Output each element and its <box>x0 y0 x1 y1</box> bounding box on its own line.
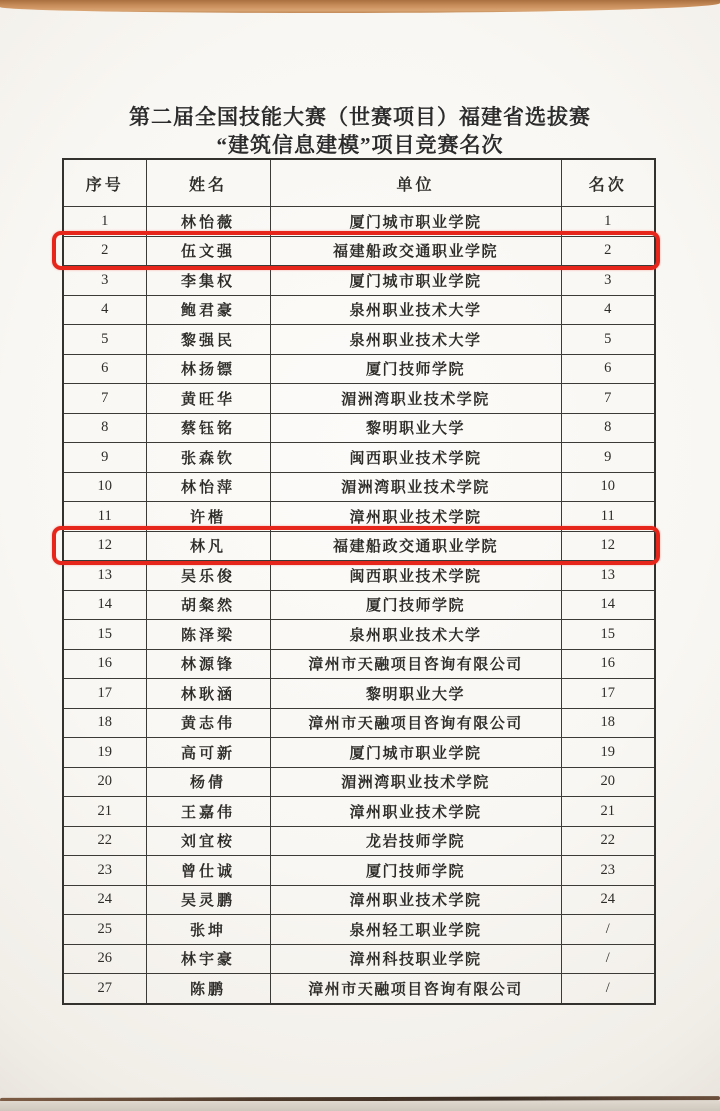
cell-no: 18 <box>63 708 146 738</box>
table-row <box>63 915 655 945</box>
cell-rank: 24 <box>561 885 655 915</box>
cell-name: 胡粲然 <box>146 590 270 620</box>
cell-org: 漳州职业技术学院 <box>270 502 561 532</box>
cell-no: 13 <box>63 561 146 591</box>
cell-name: 杨倩 <box>146 767 270 797</box>
table-row <box>63 384 655 414</box>
cell-name: 蔡钰铭 <box>146 413 270 443</box>
cell-name: 曾仕诚 <box>146 856 270 886</box>
cell-name: 林怡薇 <box>146 207 270 237</box>
cell-no: 27 <box>63 974 146 1004</box>
cell-rank: 16 <box>561 649 655 679</box>
cell-rank: / <box>561 915 655 945</box>
cell-name: 陈鹏 <box>146 974 270 1004</box>
cell-no: 12 <box>63 531 146 561</box>
cell-name: 张森钦 <box>146 443 270 473</box>
cell-no: 3 <box>63 266 146 296</box>
table-row <box>63 826 655 856</box>
cell-name: 伍文强 <box>146 236 270 266</box>
cell-rank: 4 <box>561 295 655 325</box>
table-row <box>63 944 655 974</box>
cell-org: 湄洲湾职业技术学院 <box>270 767 561 797</box>
header-no: 序号 <box>63 159 146 207</box>
cell-name: 刘宜桉 <box>146 826 270 856</box>
cell-name: 高可新 <box>146 738 270 768</box>
table-row <box>63 207 655 237</box>
cell-org: 漳州职业技术学院 <box>270 885 561 915</box>
table-row <box>63 295 655 325</box>
cell-rank: 3 <box>561 266 655 296</box>
table-row <box>63 738 655 768</box>
cell-org: 福建船政交通职业学院 <box>270 531 561 561</box>
table-row <box>63 236 655 266</box>
cell-org: 湄洲湾职业技术学院 <box>270 384 561 414</box>
table-row <box>63 443 655 473</box>
document-title: 第二届全国技能大赛（世赛项目）福建省选拔赛 <box>129 105 591 129</box>
cell-no: 1 <box>63 207 146 237</box>
table-row <box>63 561 655 591</box>
table-row <box>63 502 655 532</box>
cell-name: 王嘉伟 <box>146 797 270 827</box>
cell-org: 龙岩技师学院 <box>270 826 561 856</box>
table-row <box>63 974 655 1004</box>
header-row <box>63 159 655 207</box>
paper-top-edge <box>0 0 720 13</box>
cell-rank: 20 <box>561 767 655 797</box>
cell-no: 9 <box>63 443 146 473</box>
cell-name: 黄志伟 <box>146 708 270 738</box>
results-table <box>62 158 656 1005</box>
cell-rank: 5 <box>561 325 655 355</box>
table-row <box>63 620 655 650</box>
table-row <box>63 590 655 620</box>
table-row <box>63 649 655 679</box>
cell-rank: 19 <box>561 738 655 768</box>
header-org: 单位 <box>270 159 561 207</box>
cell-org: 闽西职业技术学院 <box>270 561 561 591</box>
table-row <box>63 708 655 738</box>
header-rank: 名次 <box>561 159 655 207</box>
header-name: 姓名 <box>146 159 270 207</box>
cell-no: 4 <box>63 295 146 325</box>
cell-org: 泉州轻工职业学院 <box>270 915 561 945</box>
table-row <box>63 679 655 709</box>
cell-rank: 10 <box>561 472 655 502</box>
cell-no: 24 <box>63 885 146 915</box>
cell-rank: 15 <box>561 620 655 650</box>
cell-rank: 18 <box>561 708 655 738</box>
cell-org: 漳州市天融项目咨询有限公司 <box>270 649 561 679</box>
cell-rank: / <box>561 944 655 974</box>
cell-no: 16 <box>63 649 146 679</box>
cell-org: 黎明职业大学 <box>270 679 561 709</box>
cell-name: 林扬镖 <box>146 354 270 384</box>
cell-no: 2 <box>63 236 146 266</box>
table-row <box>63 266 655 296</box>
cell-rank: 13 <box>561 561 655 591</box>
cell-org: 泉州职业技术大学 <box>270 325 561 355</box>
cell-org: 湄洲湾职业技术学院 <box>270 472 561 502</box>
cell-org: 漳州职业技术学院 <box>270 797 561 827</box>
cell-no: 20 <box>63 767 146 797</box>
cell-no: 19 <box>63 738 146 768</box>
cell-name: 张坤 <box>146 915 270 945</box>
cell-no: 10 <box>63 472 146 502</box>
table-row <box>63 354 655 384</box>
cell-name: 林怡萍 <box>146 472 270 502</box>
cell-no: 8 <box>63 413 146 443</box>
cell-name: 林宇豪 <box>146 944 270 974</box>
cell-rank: 17 <box>561 679 655 709</box>
cell-org: 漳州科技职业学院 <box>270 944 561 974</box>
cell-name: 鲍君豪 <box>146 295 270 325</box>
cell-name: 林耿涵 <box>146 679 270 709</box>
cell-rank: 14 <box>561 590 655 620</box>
cell-name: 吴灵鹏 <box>146 885 270 915</box>
cell-org: 福建船政交通职业学院 <box>270 236 561 266</box>
cell-no: 14 <box>63 590 146 620</box>
cell-rank: 9 <box>561 443 655 473</box>
cell-rank: 12 <box>561 531 655 561</box>
cell-name: 陈泽梁 <box>146 620 270 650</box>
table-row <box>63 885 655 915</box>
cell-no: 26 <box>63 944 146 974</box>
cell-rank: / <box>561 974 655 1004</box>
cell-rank: 8 <box>561 413 655 443</box>
table-row <box>63 531 655 561</box>
background-below-paper <box>0 1101 720 1111</box>
cell-rank: 23 <box>561 856 655 886</box>
cell-rank: 11 <box>561 502 655 532</box>
cell-org: 厦门城市职业学院 <box>270 207 561 237</box>
cell-no: 15 <box>63 620 146 650</box>
cell-no: 11 <box>63 502 146 532</box>
cell-rank: 22 <box>561 826 655 856</box>
cell-no: 7 <box>63 384 146 414</box>
cell-name: 林凡 <box>146 531 270 561</box>
cell-no: 6 <box>63 354 146 384</box>
cell-rank: 1 <box>561 207 655 237</box>
cell-name: 许楷 <box>146 502 270 532</box>
cell-name: 李集权 <box>146 266 270 296</box>
cell-org: 厦门技师学院 <box>270 856 561 886</box>
cell-org: 黎明职业大学 <box>270 413 561 443</box>
table-row <box>63 856 655 886</box>
cell-no: 23 <box>63 856 146 886</box>
cell-no: 21 <box>63 797 146 827</box>
cell-name: 林源锋 <box>146 649 270 679</box>
cell-rank: 6 <box>561 354 655 384</box>
cell-org: 泉州职业技术大学 <box>270 295 561 325</box>
cell-rank: 21 <box>561 797 655 827</box>
document-subtitle: “建筑信息建模”项目竞赛名次 <box>216 133 504 157</box>
cell-org: 厦门技师学院 <box>270 590 561 620</box>
table-row <box>63 413 655 443</box>
cell-rank: 7 <box>561 384 655 414</box>
cell-org: 漳州市天融项目咨询有限公司 <box>270 974 561 1004</box>
cell-no: 5 <box>63 325 146 355</box>
table-row <box>63 767 655 797</box>
cell-name: 黎强民 <box>146 325 270 355</box>
cell-name: 黄旺华 <box>146 384 270 414</box>
cell-org: 漳州市天融项目咨询有限公司 <box>270 708 561 738</box>
cell-no: 17 <box>63 679 146 709</box>
cell-no: 22 <box>63 826 146 856</box>
cell-no: 25 <box>63 915 146 945</box>
cell-name: 吴乐俊 <box>146 561 270 591</box>
table-row <box>63 325 655 355</box>
table-row <box>63 797 655 827</box>
cell-org: 厦门城市职业学院 <box>270 738 561 768</box>
cell-org: 闽西职业技术学院 <box>270 443 561 473</box>
table-row <box>63 472 655 502</box>
cell-org: 泉州职业技术大学 <box>270 620 561 650</box>
results-table-wrap <box>62 158 654 1005</box>
cell-rank: 2 <box>561 236 655 266</box>
cell-org: 厦门技师学院 <box>270 354 561 384</box>
cell-org: 厦门城市职业学院 <box>270 266 561 296</box>
